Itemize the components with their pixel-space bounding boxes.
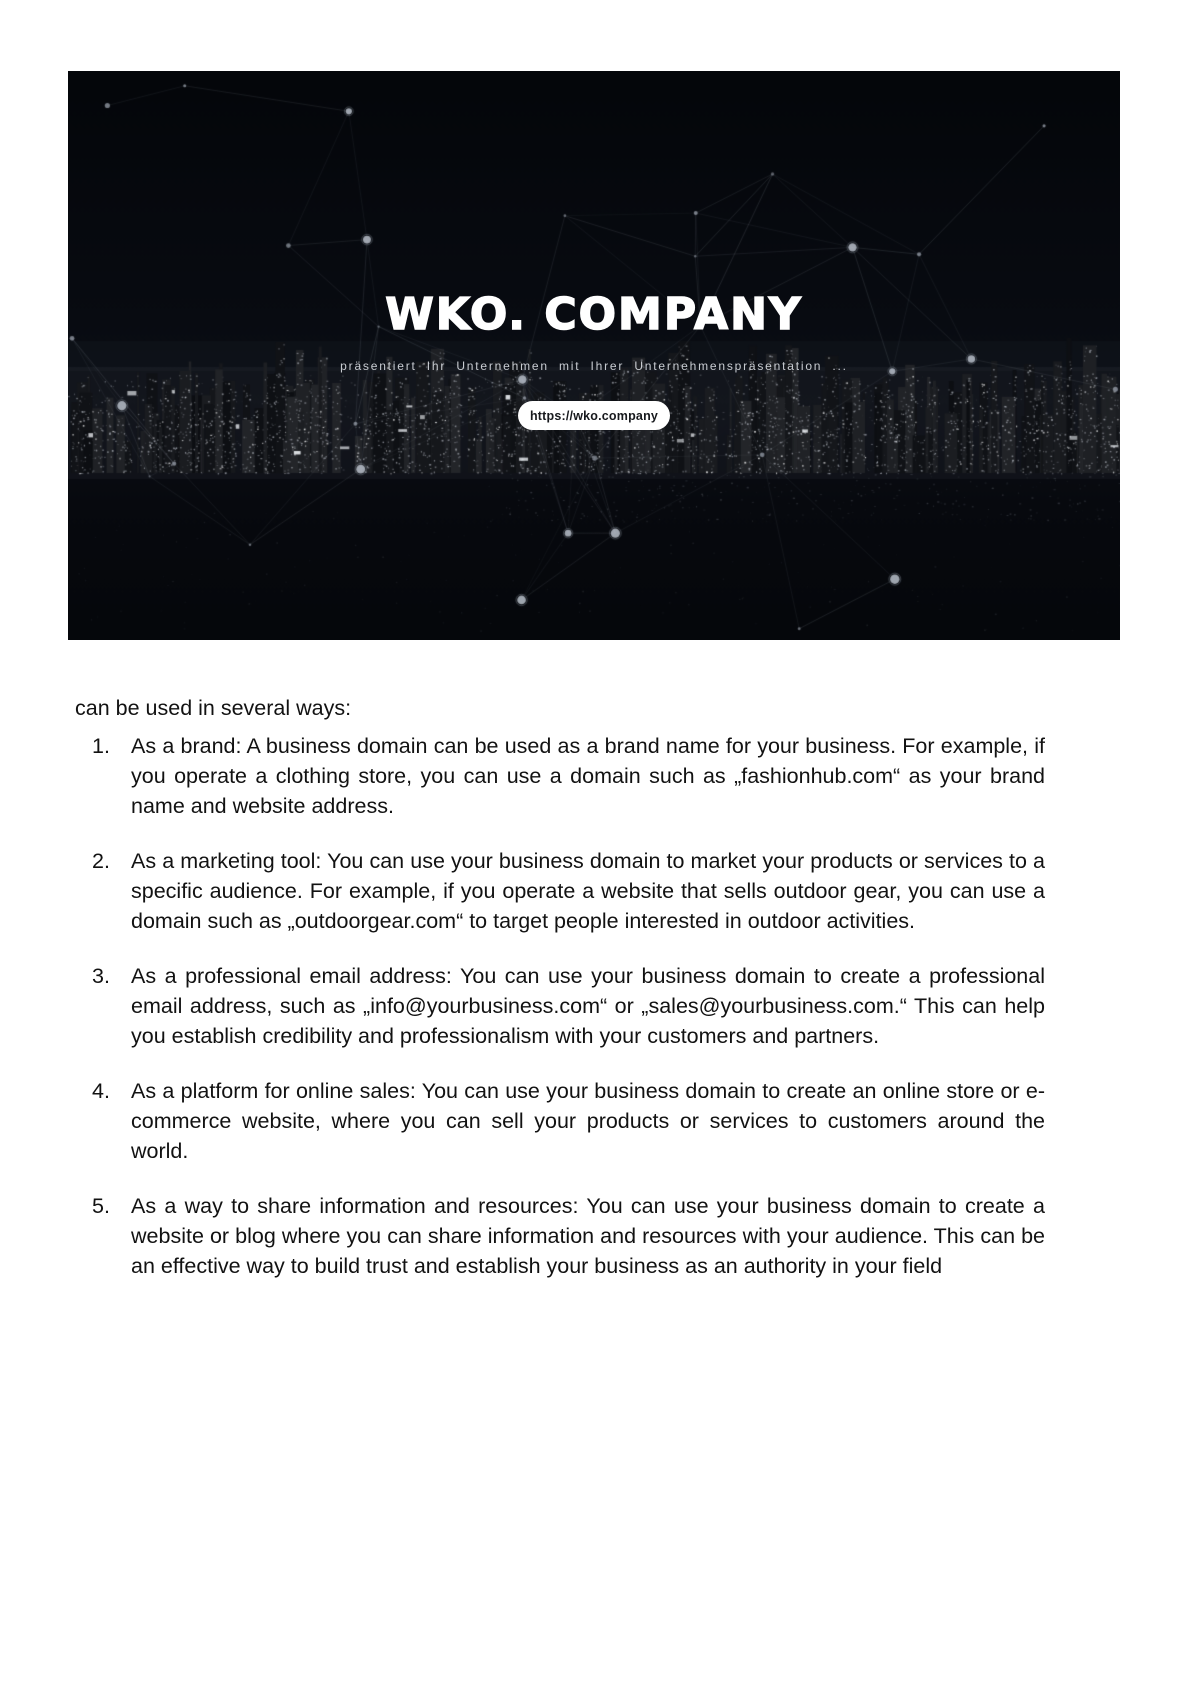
list-item-number: 2. [92,849,110,873]
list-item [92,1191,1045,1281]
list-item [92,961,1045,1051]
numbered-list [92,731,1045,1281]
banner-title: WKO. COMPANY [385,289,803,340]
list-item [92,1076,1045,1166]
list-item-text: As a professional email address: You can use your business domain to create a professional email address, such as „info@yourbusiness.com“ or „sales@yourbusiness.com.“ This can help you establish credibility and professionalism with your customers and partners. [131,964,1045,1048]
banner-subtitle: präsentiert Ihr Unternehmen mit Ihrer Unternehmenspräsentation ... [340,359,848,373]
list-item-number: 3. [92,964,110,988]
list-item-number: 1. [92,734,110,758]
list-item [92,731,1045,821]
list-item-text: As a brand: A business domain can be used as a brand name for your business. For example, if you operate a clothing store, you can use a domain such as „fashionhub.com“ as your brand name and website address. [131,734,1045,818]
intro-paragraph: can be used in several ways: [75,695,352,720]
list-item-text: As a marketing tool: You can use your business domain to market your products or services to a specific audience. For example, if you operate a website that sells outdoor gear, you can use a domain such as „outdoorgear.com“ to target people interested in outdoor activities. [131,849,1045,933]
banner-network-cityscape [68,71,1120,640]
list-item-text: As a way to share information and resources: You can use your business domain to create a website or blog where you can share information and resources with your audience. This can be an effective way to build trust and establish your business as an authority in your field [131,1194,1045,1278]
banner-url-pill[interactable]: https://wko.company [518,401,670,430]
list-item-number: 5. [92,1194,110,1218]
banner-image [68,71,1120,640]
list-item-number: 4. [92,1079,110,1103]
list-item-text: As a platform for online sales: You can use your business domain to create an online store or e-commerce website, where you can sell your products or services to customers around the world. [131,1079,1045,1163]
list-item [92,846,1045,936]
